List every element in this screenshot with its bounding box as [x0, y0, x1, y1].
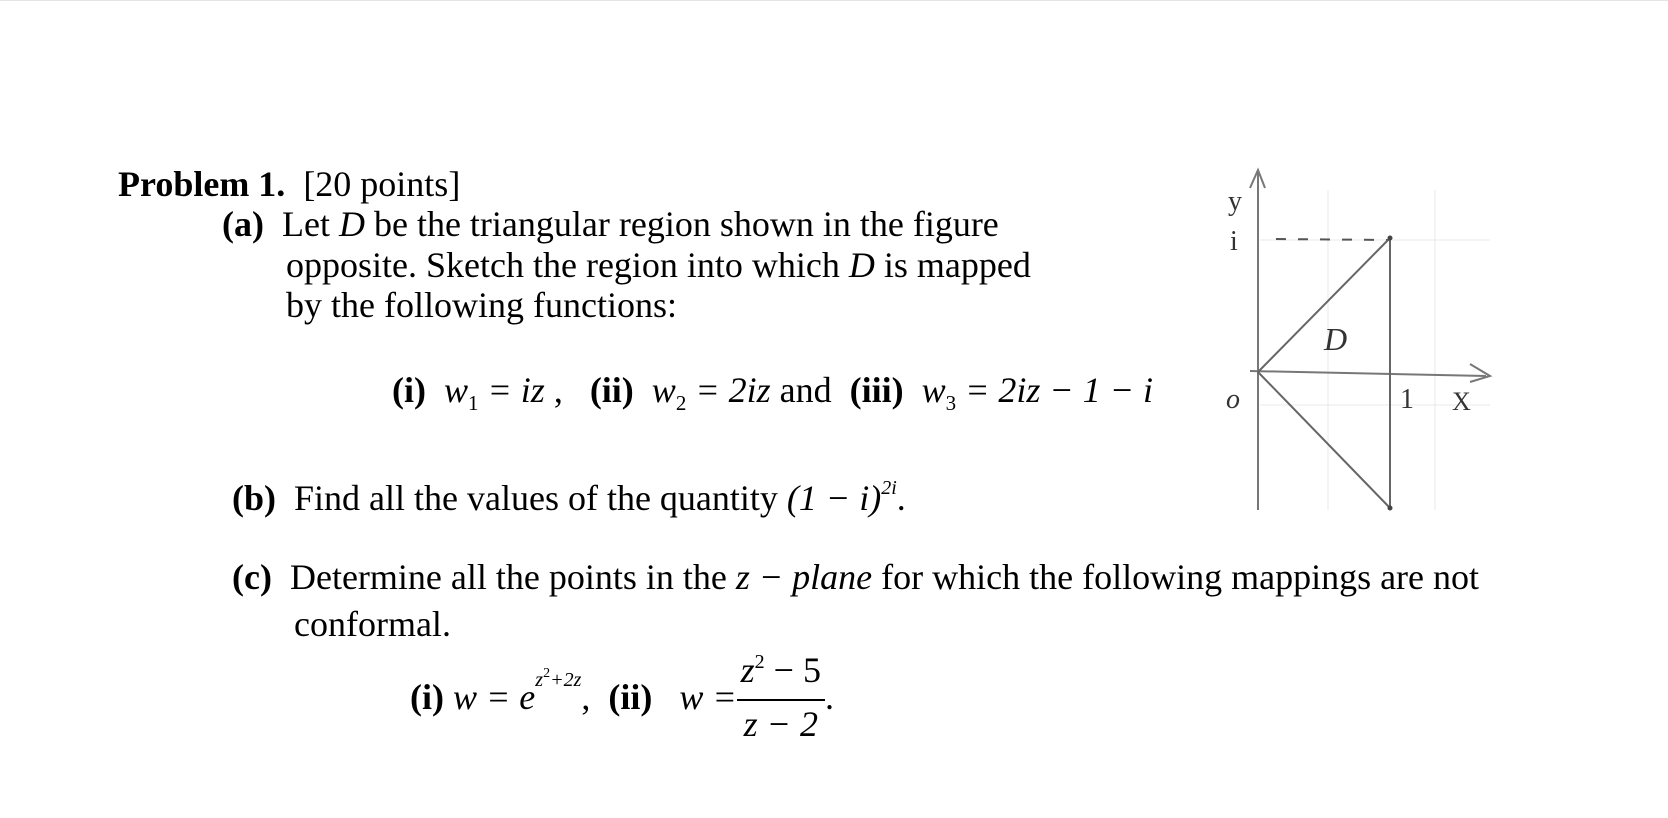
part-a-text: by the following functions:: [286, 285, 677, 325]
func-comma: ,: [581, 677, 591, 717]
exp-z: z: [535, 668, 544, 691]
part-c-line-1: [232, 557, 1479, 597]
part-a-text: opposite. Sketch the region into which: [286, 245, 849, 285]
func-and: and: [770, 370, 841, 410]
top-border: [0, 0, 1668, 1]
func-w-eq: w =: [679, 677, 737, 717]
x-axis-arrow: [1470, 364, 1490, 382]
num-z: z: [740, 650, 755, 690]
region-d: D: [848, 245, 875, 285]
func-i-label: (i): [410, 677, 444, 717]
problem-heading: [118, 164, 460, 204]
one-label: 1: [1400, 384, 1414, 415]
num-rest: − 5: [764, 650, 821, 690]
origin-label: o: [1226, 384, 1240, 415]
func-w: w: [651, 370, 676, 410]
func-w-eq-e: w = e: [452, 677, 536, 717]
func-w: w: [443, 370, 468, 410]
func-i-label: (i): [392, 370, 426, 410]
x-axis: [1250, 371, 1486, 376]
grid-lines: [1260, 190, 1490, 510]
problem-title: Problem 1.: [118, 164, 286, 204]
func-iii-label: (iii): [849, 370, 904, 410]
func-ii-label: (ii): [608, 677, 653, 717]
part-a-text: Let: [281, 204, 339, 244]
part-a-line-3: [286, 285, 677, 325]
func-ii-label: (ii): [589, 370, 634, 410]
part-b-exponent: 2i: [881, 477, 897, 499]
problem-points: [20 points]: [303, 164, 461, 204]
part-b-expr: (1 − i): [786, 478, 882, 518]
part-c-functions: [410, 652, 834, 742]
func-end: .: [824, 677, 834, 717]
func-subscript: 1: [468, 391, 479, 415]
part-c-text: conformal.: [294, 604, 451, 644]
part-c-text: for which the following mappings are not: [872, 557, 1480, 597]
part-a-text: be the triangular region shown in the figure: [364, 204, 999, 244]
func-subscript: 2: [675, 391, 687, 415]
num-square: 2: [754, 651, 765, 673]
part-a-label: (a): [222, 204, 264, 244]
part-a-line-2: [286, 245, 1031, 285]
x-label: X: [1452, 387, 1471, 416]
part-a-functions: [392, 370, 1153, 423]
func-w2-eq: = 2iz: [686, 370, 771, 410]
exp-rest: +2z: [550, 668, 582, 691]
i-label: i: [1230, 226, 1238, 257]
part-a-text: is mapped: [874, 245, 1031, 285]
fraction-numerator: [737, 650, 825, 701]
region-d: D: [338, 204, 365, 244]
part-b-end: .: [896, 478, 906, 518]
fraction-denominator: z − 2: [743, 704, 818, 744]
part-b-text: Find all the values of the quantity: [294, 478, 787, 518]
z-plane: z − plane: [735, 557, 873, 597]
func-subscript: 3: [945, 391, 957, 415]
fraction: [737, 650, 825, 744]
vertex-bottom: [1388, 506, 1393, 511]
exponent: [535, 660, 581, 703]
func-sep: ,: [544, 370, 581, 410]
part-c-label: (c): [232, 557, 272, 597]
part-b: [232, 468, 906, 518]
part-a-line-1: [222, 204, 999, 244]
vertex-top: [1388, 236, 1393, 241]
part-c-line-2: [294, 604, 451, 644]
part-c-text: Determine all the points in the: [289, 557, 736, 597]
part-b-label: (b): [232, 478, 276, 518]
func-w3-eq: = 2iz − 1 − i: [956, 370, 1154, 410]
exp-square: 2: [543, 665, 551, 681]
func-w1-eq: = iz: [478, 370, 545, 410]
func-w: w: [921, 370, 946, 410]
d-label: D: [1324, 321, 1348, 357]
triangle-figure: [1226, 170, 1620, 550]
y-label: y: [1228, 186, 1242, 217]
